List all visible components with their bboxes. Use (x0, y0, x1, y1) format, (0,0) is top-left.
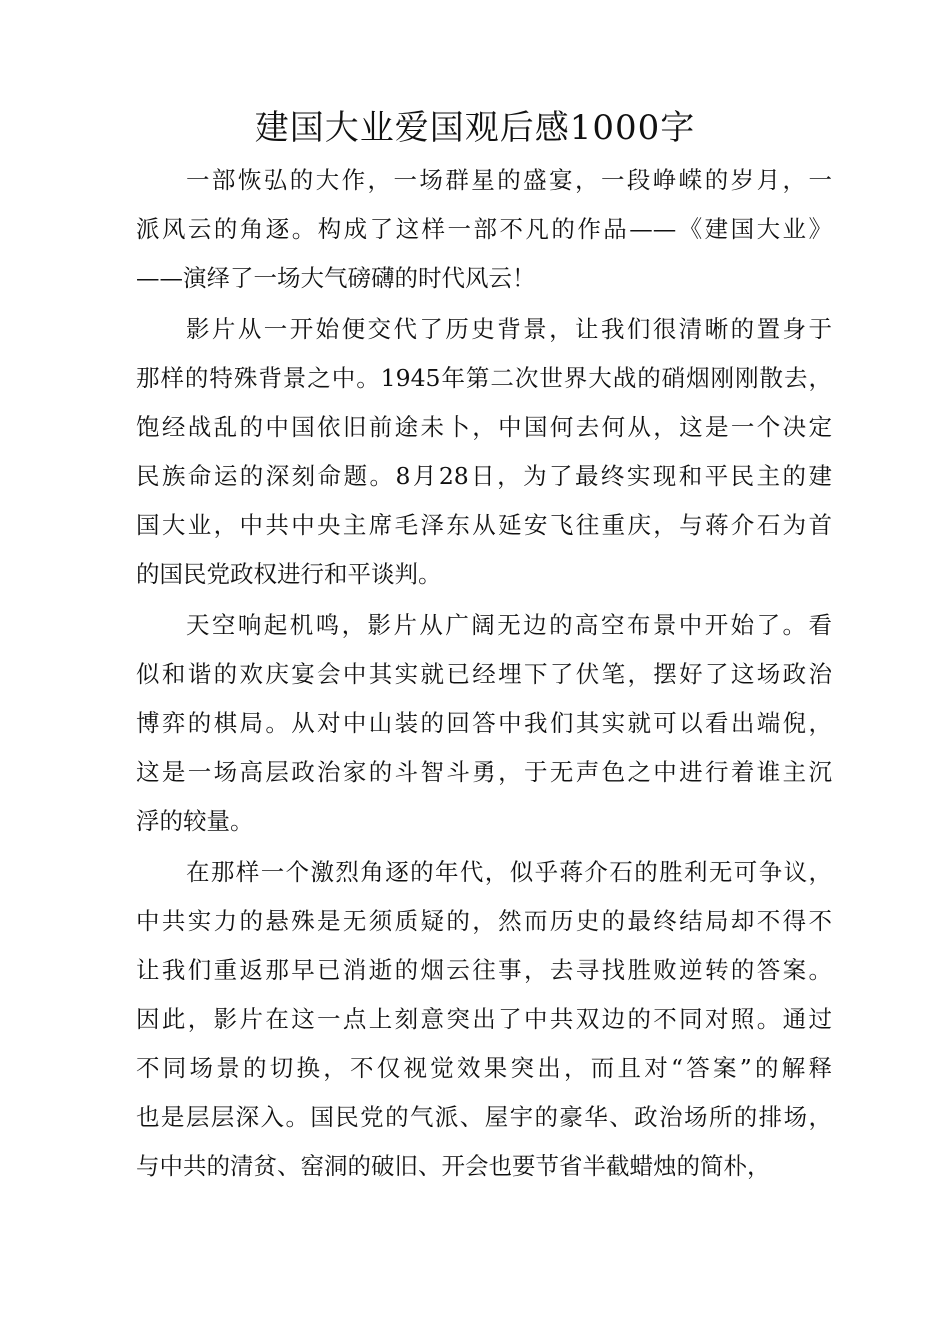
paragraph-line: 因此，影片在这一点上刻意突出了中共双边的不同对照。通过 (136, 1005, 832, 1033)
paragraph-line: 这是一场高层政治家的斗智斗勇，于无声色之中进行着谁主沉 (136, 758, 832, 786)
paragraph-line: 不同场景的切换，不仅视觉效果突出，而且对“答案”的解释 (136, 1054, 832, 1082)
paragraph (136, 848, 832, 1191)
paragraph-line: 民族命运的深刻命题。8月28日，为了最终实现和平民主的建 (136, 462, 832, 490)
paragraph (136, 156, 832, 303)
paragraph-line: 影片从一开始便交代了历史背景，让我们很清晰的置身于 (186, 315, 832, 343)
paragraph-line: 也是层层深入。国民党的气派、屋宇的豪华、政治场所的排场， (136, 1103, 832, 1131)
paragraph-line: 与中共的清贫、窑洞的破旧、开会也要节省半截蜡烛的简朴， (136, 1152, 771, 1180)
paragraph-line: ——演绎了一场大气磅礴的时代风云！ (136, 264, 536, 292)
paragraph-line: 那样的特殊背景之中。1945年第二次世界大战的硝烟刚刚散去， (136, 364, 832, 392)
paragraph-line: 中共实力的悬殊是无须质疑的，然而历史的最终结局却不得不 (136, 907, 832, 935)
paragraph-line: 浮的较量。 (136, 807, 254, 835)
paragraph-line: 博弈的棋局。从对中山装的回答中我们其实就可以看出端倪， (136, 709, 832, 737)
paragraph (136, 305, 832, 599)
paragraph-line: 让我们重返那早已消逝的烟云往事，去寻找胜败逆转的答案。 (136, 956, 832, 984)
paragraph-line: 饱经战乱的中国依旧前途未卜，中国何去何从，这是一个决定 (136, 413, 832, 441)
paragraph-line: 天空响起机鸣，影片从广阔无边的高空布景中开始了。看 (186, 611, 832, 639)
paragraph-line: 似和谐的欢庆宴会中其实就已经埋下了伏笔，摆好了这场政治 (136, 660, 832, 688)
paragraph-line: 国大业，中共中央主席毛泽东从延安飞往重庆，与蒋介石为首 (136, 511, 832, 539)
paragraph (136, 601, 832, 846)
paragraph-line: 在那样一个激烈角逐的年代，似乎蒋介石的胜利无可争议， (186, 858, 832, 886)
paragraph-line: 派风云的角逐。构成了这样一部不凡的作品——《建国大业》 (136, 215, 832, 243)
paragraph-line: 的国民党政权进行和平谈判。 (136, 560, 442, 588)
document-body (136, 156, 832, 1191)
document-title: 建国大业爱国观后感1000字 (254, 108, 696, 148)
paragraph-line: 一部恢弘的大作，一场群星的盛宴，一段峥嵘的岁月，一 (186, 166, 832, 194)
